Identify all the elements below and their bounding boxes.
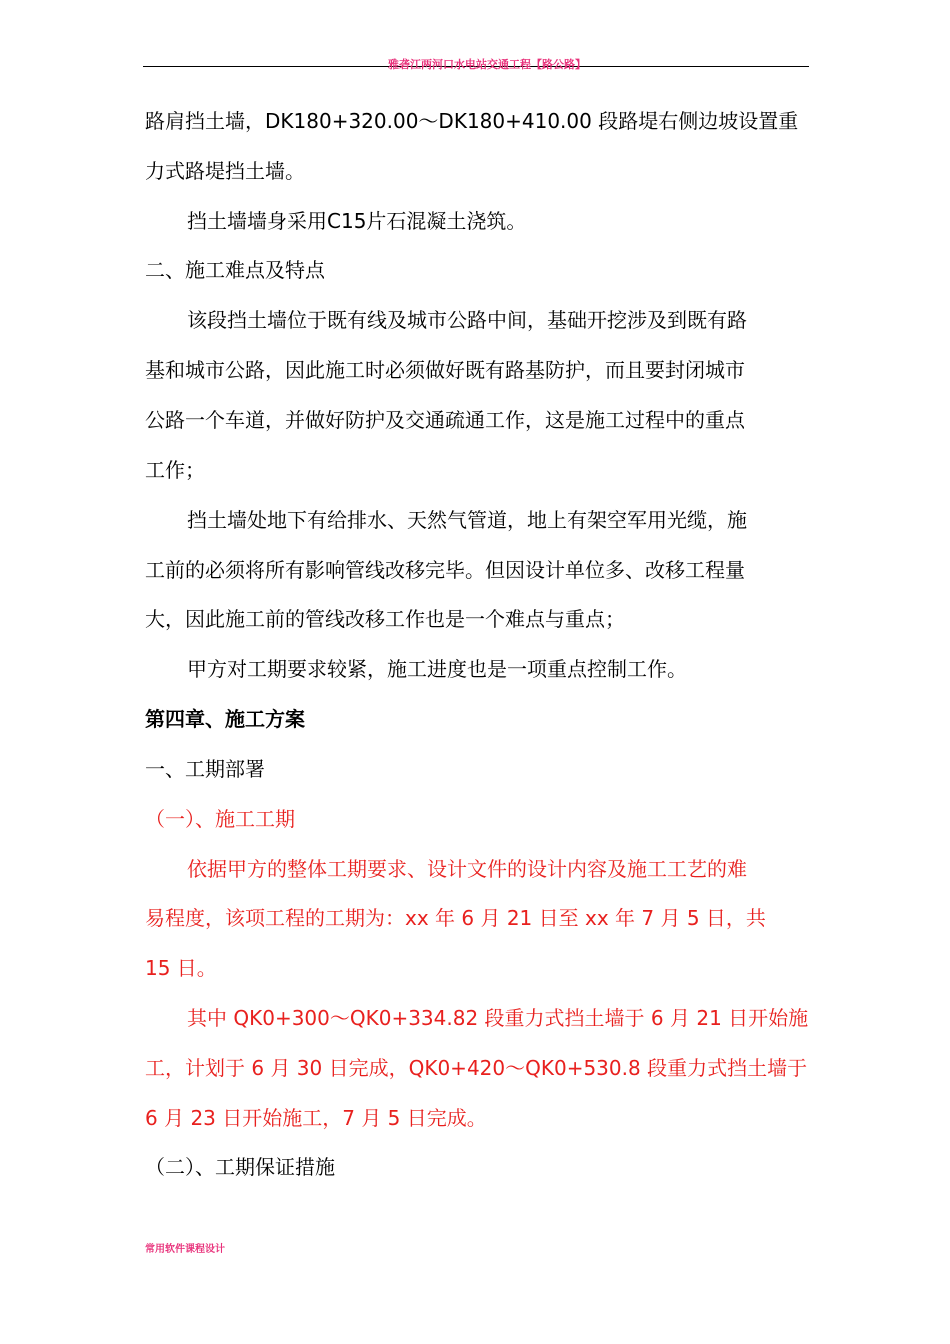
paragraph-line: 路肩挡土墙，DK180+320.00～DK180+410.00 段路堤右侧边坡设置重 <box>145 109 799 133</box>
page-footer: 常用软件课程设计 <box>145 1244 225 1255</box>
paragraph-line: 大，因此施工前的管线改移工作也是一个难点与重点； <box>145 607 625 631</box>
page-header <box>0 58 950 72</box>
section-heading: 二、施工难点及特点 <box>145 258 325 282</box>
paragraph-line: 工作； <box>145 458 205 482</box>
paragraph-line: 甲方对工期要求较紧，施工进度也是一项重点控制工作。 <box>187 657 687 681</box>
paragraph-line: 工，计划于 6 月 30 日完成，QK0+420～QK0+530.8 段重力式挡土墙于 <box>145 1056 808 1080</box>
chapter-heading: 第四章、施工方案 <box>145 707 305 731</box>
paragraph-line: 6 月 23 日开始施工，7 月 5 日完成。 <box>145 1106 487 1130</box>
paragraph-line: 公路一个车道，并做好防护及交通疏通工作，这是施工过程中的重点 <box>145 408 745 432</box>
paragraph-line: 易程度，该项工程的工期为：xx 年 6 月 21 日至 xx 年 7 月 5 日，共 <box>145 906 766 930</box>
paragraph-line: 基和城市公路，因此施工时必须做好既有路基防护，而且要封闭城市 <box>145 358 745 382</box>
paragraph-line: 15 日。 <box>145 956 217 980</box>
header-title: 雅砻江两河口水电站交通工程【路公路】 <box>388 58 586 71</box>
subsection-heading: （二）、工期保证措施 <box>145 1155 335 1179</box>
section-heading: 一、工期部署 <box>145 757 265 781</box>
subsection-heading: （一）、施工工期 <box>145 807 295 831</box>
paragraph-line: 该段挡土墙位于既有线及城市公路中间，基础开挖涉及到既有路 <box>187 308 747 332</box>
paragraph-line: 挡土墙处地下有给排水、天然气管道，地上有架空军用光缆，施 <box>187 508 747 532</box>
paragraph-line: 依据甲方的整体工期要求、设计文件的设计内容及施工工艺的难 <box>187 857 747 881</box>
paragraph-line: 挡土墙墙身采用C15片石混凝土浇筑。 <box>187 209 527 233</box>
paragraph-line: 其中 QK0+300～QK0+334.82 段重力式挡土墙于 6 月 21 日开始施 <box>187 1006 809 1030</box>
paragraph-line: 力式路堤挡土墙。 <box>145 159 305 183</box>
paragraph-line: 工前的必须将所有影响管线改移完毕。但因设计单位多、改移工程量 <box>145 558 745 582</box>
